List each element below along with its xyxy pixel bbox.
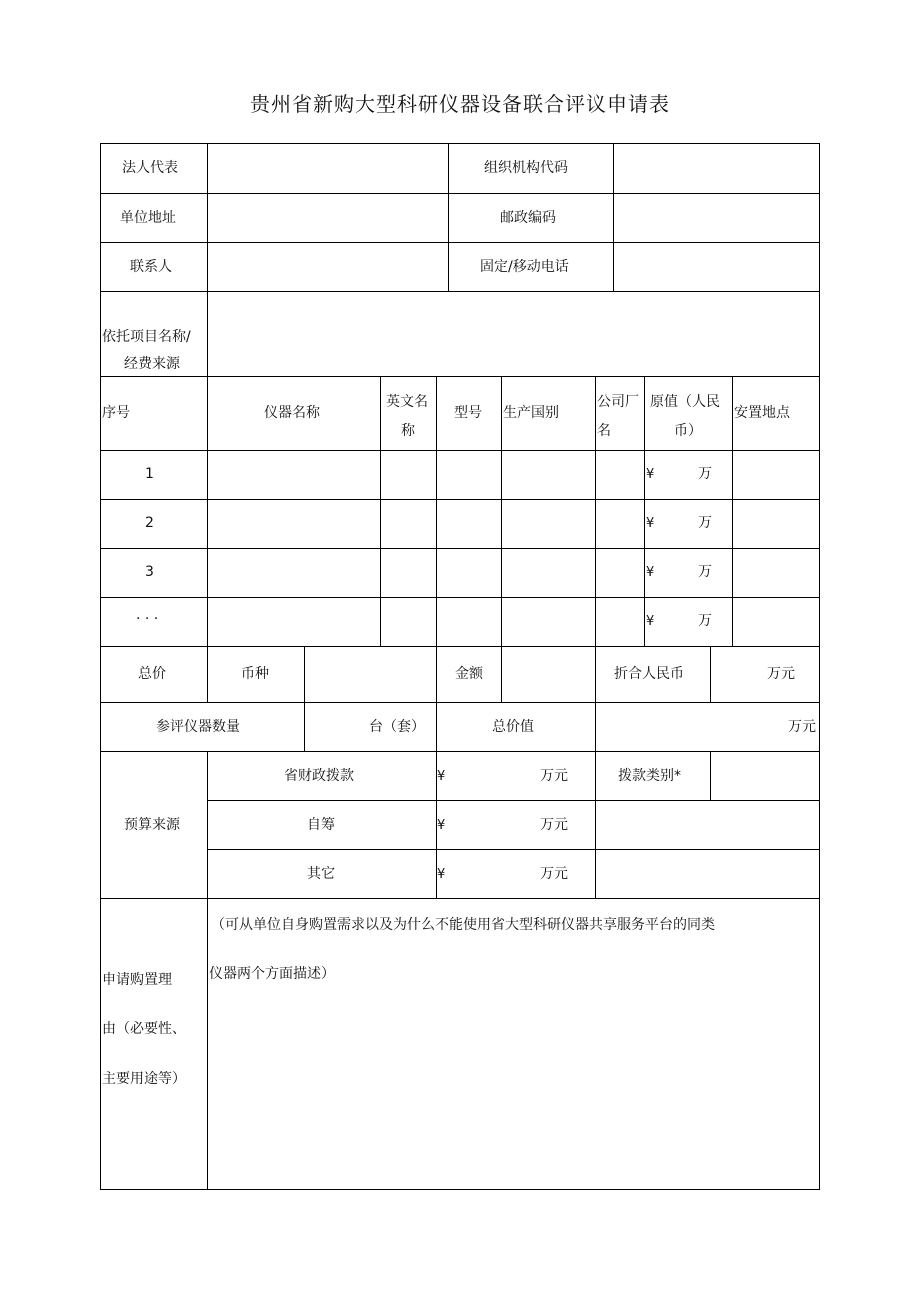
project-field[interactable] — [208, 292, 818, 375]
legal-rep-label: 法人代表 — [122, 160, 178, 176]
col-country: 生产国别 — [503, 405, 559, 421]
currency-type-field[interactable] — [305, 647, 435, 701]
reason-label-line3: 主要用途等） — [102, 1071, 186, 1087]
col-name: 仪器名称 — [264, 405, 320, 421]
unit-label: 万元 — [540, 768, 568, 784]
reason-label-line2: 由（必要性、 — [102, 1021, 186, 1037]
org-code-field[interactable] — [614, 144, 818, 192]
col-maker-line2: 名 — [597, 423, 611, 439]
currency-symbol: ¥ — [646, 614, 655, 629]
org-code-label: 组织机构代码 — [484, 160, 568, 176]
col-model: 型号 — [454, 405, 482, 421]
total-value-unit: 万元 — [788, 719, 816, 735]
unit-label: 万元 — [540, 817, 568, 833]
currency-type-label: 币种 — [241, 666, 269, 682]
row-seq: · · · — [136, 611, 159, 627]
rmb-label: 折合人民币 — [614, 666, 684, 682]
address-field[interactable] — [208, 194, 447, 241]
row-seq: 3 — [145, 564, 154, 580]
col-seq: 序号 — [102, 405, 130, 421]
row-seq: 1 — [145, 466, 154, 482]
address-label: 单位地址 — [120, 210, 176, 226]
amount-label: 金额 — [455, 666, 483, 682]
page-title: 贵州省新购大型科研仪器设备联合评议申请表 — [250, 92, 670, 116]
col-en-name-line1: 英文名 — [386, 394, 428, 410]
contact-field[interactable] — [208, 243, 447, 290]
total-label: 总价 — [138, 666, 166, 682]
phone-field[interactable] — [614, 243, 818, 290]
reason-label-line1: 申请购置理 — [102, 972, 172, 988]
col-value-line1: 原值（人民 — [650, 394, 720, 410]
reason-hint-line1: （可从单位自身购置需求以及为什么不能使用省大型科研仪器共享服务平台的同类 — [211, 917, 715, 933]
col-en-name-line2: 称 — [401, 423, 415, 439]
currency-symbol: ¥ — [646, 516, 655, 531]
budget-label: 预算来源 — [124, 817, 180, 833]
budget-item-label: 其它 — [307, 866, 335, 882]
currency-symbol: ¥ — [437, 769, 446, 784]
unit-label: 万 — [698, 564, 712, 580]
currency-symbol: ¥ — [646, 565, 655, 580]
phone-label: 固定/移动电话 — [480, 259, 569, 275]
project-label-line2: 经费来源 — [124, 356, 180, 372]
postal-code-label: 邮政编码 — [500, 210, 556, 226]
total-value-label: 总价值 — [492, 719, 534, 735]
col-value-line2: 币） — [674, 423, 702, 439]
count-label: 参评仪器数量 — [156, 719, 240, 735]
budget-item-label: 省财政拨款 — [284, 768, 354, 784]
budget-item-label: 自筹 — [307, 817, 335, 833]
currency-symbol: ¥ — [437, 867, 446, 882]
count-unit: 台（套） — [369, 719, 425, 735]
contact-label: 联系人 — [130, 259, 172, 275]
legal-rep-field[interactable] — [208, 144, 447, 192]
amount-field[interactable] — [502, 647, 594, 701]
category-field[interactable] — [711, 752, 818, 799]
rmb-unit: 万元 — [767, 666, 795, 682]
unit-label: 万 — [698, 466, 712, 482]
category-label: 拨款类别* — [618, 768, 681, 784]
unit-label: 万元 — [540, 866, 568, 882]
postal-code-field[interactable] — [614, 194, 818, 241]
currency-symbol: ¥ — [646, 467, 655, 482]
reason-field[interactable] — [208, 990, 818, 1188]
row-seq: 2 — [145, 515, 154, 531]
unit-label: 万 — [698, 515, 712, 531]
currency-symbol: ¥ — [437, 818, 446, 833]
col-location: 安置地点 — [734, 405, 790, 421]
reason-hint-line2: 仪器两个方面描述） — [209, 966, 335, 982]
unit-label: 万 — [698, 613, 712, 629]
col-maker-line1: 公司厂 — [597, 394, 639, 410]
project-label-line1: 依托项目名称/ — [102, 329, 191, 345]
